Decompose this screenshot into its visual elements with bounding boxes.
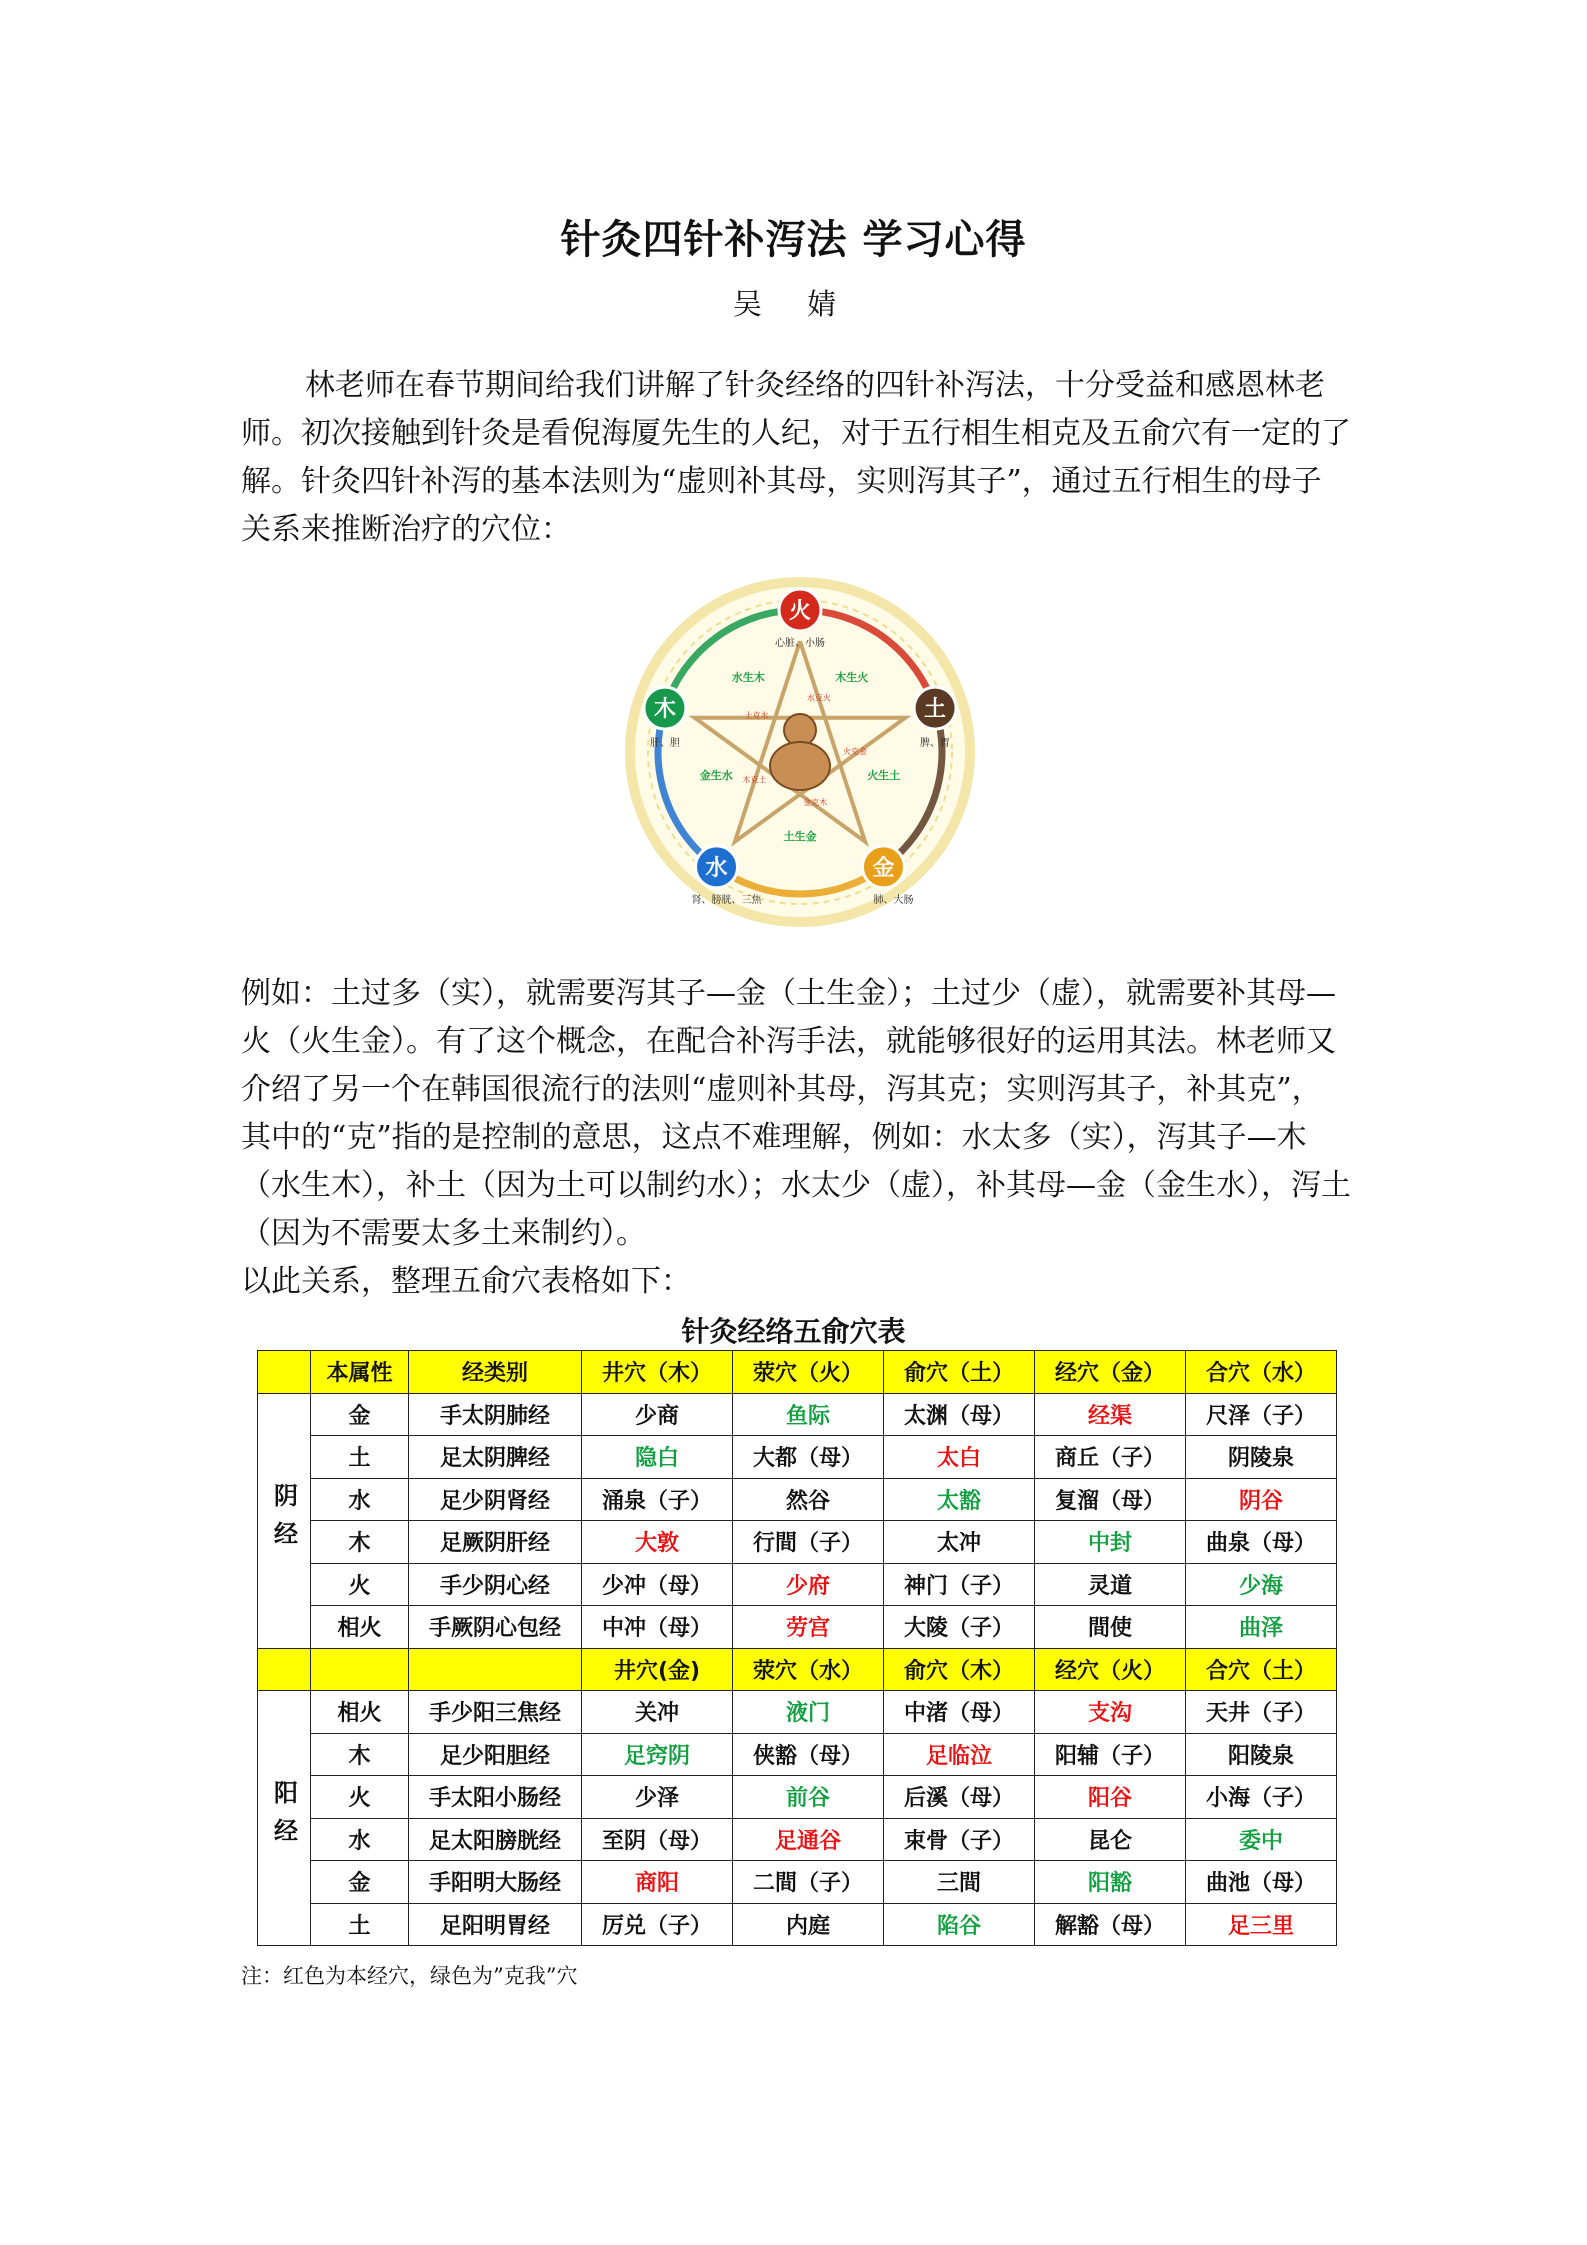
controlling-label: 土克水 [744, 711, 769, 721]
point-cell: 商阳 [582, 1861, 733, 1904]
intro-paragraph: 林老师在春节期间给我们讲解了针灸经络的四针补泻法，十分受益和感恩林老师。初次接触到针灸是看倪海厦先生的人纪，对于五行相生相克及五俞穴有一定的了解。针灸四针补泻的基本法则为“虚则补其母，实则泻其子”，通过五行相生的母子关系来推断治疗的穴位： [241, 368, 1351, 547]
point-cell: 中渚（母） [884, 1691, 1035, 1734]
point-cell: 前谷 [733, 1776, 884, 1819]
point-cell: 涌泉（子） [582, 1478, 733, 1521]
point-cell: 解豁（母） [1035, 1903, 1186, 1946]
header-cell: 俞穴（木） [884, 1648, 1035, 1691]
meditating-figure-body [770, 742, 830, 790]
point-cell: 少泽 [582, 1776, 733, 1819]
attribute-cell: 相火 [311, 1606, 409, 1649]
point-cell: 昆仑 [1035, 1818, 1186, 1861]
point-cell: 委中 [1186, 1818, 1337, 1861]
point-cell: 后溪（母） [884, 1776, 1035, 1819]
element-label: 火 [788, 599, 812, 624]
yin-header-row [258, 1351, 1337, 1394]
point-cell: 劳宫 [733, 1606, 884, 1649]
generating-label: 金生水 [699, 769, 733, 783]
meridian-cell: 手太阴肺经 [409, 1393, 582, 1436]
table-row [258, 1563, 1337, 1606]
point-cell: 太渊（母） [884, 1393, 1035, 1436]
meridian-cell: 足少阳胆经 [409, 1733, 582, 1776]
point-cell: 尺泽（子） [1186, 1393, 1337, 1436]
point-cell: 阳豁 [1035, 1861, 1186, 1904]
meridian-cell: 足阳明胃经 [409, 1903, 582, 1946]
point-cell: 行間（子） [733, 1521, 884, 1564]
point-cell: 曲泉（母） [1186, 1521, 1337, 1564]
point-cell: 二間（子） [733, 1861, 884, 1904]
controlling-label: 金克木 [803, 797, 828, 807]
meridian-cell: 足少阴肾经 [409, 1478, 582, 1521]
generating-label: 土生金 [783, 830, 817, 843]
five-elements-diagram [620, 552, 980, 972]
generating-label: 水生木 [731, 670, 765, 684]
point-cell: 阳辅（子） [1035, 1733, 1186, 1776]
point-cell: 太白 [884, 1436, 1035, 1479]
point-cell: 液门 [733, 1691, 884, 1734]
point-cell: 内庭 [733, 1903, 884, 1946]
attribute-cell: 土 [311, 1436, 409, 1479]
point-cell: 曲泽 [1186, 1606, 1337, 1649]
point-cell: 隐白 [582, 1436, 733, 1479]
header-cell: 井穴(金) [582, 1648, 733, 1691]
attribute-cell: 水 [311, 1818, 409, 1861]
point-cell: 商丘（子） [1035, 1436, 1186, 1479]
point-cell: 曲池（母） [1186, 1861, 1337, 1904]
meridian-cell: 手厥阴心包经 [409, 1606, 582, 1649]
header-cell [311, 1648, 409, 1691]
header-cell: 经穴（火） [1035, 1648, 1186, 1691]
organ-label: 心脏、小肠 [775, 638, 825, 649]
element-label: 水 [705, 855, 728, 881]
attribute-cell: 火 [311, 1776, 409, 1819]
table-row [258, 1606, 1337, 1649]
point-cell: 大敦 [582, 1521, 733, 1564]
header-cell [258, 1648, 311, 1691]
point-cell: 小海（子） [1186, 1776, 1337, 1819]
color-note: 注：红色为本经穴，绿色为”克我”穴 [241, 1964, 578, 1988]
organ-label: 肺、大肠 [873, 894, 914, 906]
point-cell: 经渠 [1035, 1393, 1186, 1436]
table-row [258, 1776, 1337, 1819]
point-cell: 关冲 [582, 1691, 733, 1734]
point-cell: 少府 [733, 1563, 884, 1606]
point-cell: 复溜（母） [1035, 1478, 1186, 1521]
point-cell: 少商 [582, 1393, 733, 1436]
point-cell: 厉兑（子） [582, 1903, 733, 1946]
table-row [258, 1436, 1337, 1479]
yang-group-label: 阳经 [258, 1691, 311, 1946]
point-cell: 三間 [884, 1861, 1035, 1904]
attribute-cell: 土 [311, 1903, 409, 1946]
attribute-cell: 金 [311, 1393, 409, 1436]
table-row [258, 1861, 1337, 1904]
yang-header-row [258, 1648, 1337, 1691]
table-row [258, 1691, 1337, 1734]
point-cell: 大都（母） [733, 1436, 884, 1479]
body-paragraph [241, 970, 1351, 1306]
point-cell: 阳谷 [1035, 1776, 1186, 1819]
author-name: 吴 婧 [732, 287, 855, 321]
table-row [258, 1393, 1337, 1436]
meridian-cell: 足太阳膀胱经 [409, 1818, 582, 1861]
yin-group-label: 阴经 [258, 1393, 311, 1648]
point-cell: 阴陵泉 [1186, 1436, 1337, 1479]
point-cell: 少海 [1186, 1563, 1337, 1606]
meridian-cell: 手太阳小肠经 [409, 1776, 582, 1819]
point-cell: 天井（子） [1186, 1691, 1337, 1734]
table-row [258, 1521, 1337, 1564]
attribute-cell: 木 [311, 1521, 409, 1564]
five-elements-svg [620, 552, 980, 972]
header-cell: 荥穴（火） [733, 1351, 884, 1394]
attribute-cell: 金 [311, 1861, 409, 1904]
point-cell: 太豁 [884, 1478, 1035, 1521]
table-row [258, 1733, 1337, 1776]
header-cell: 合穴（水） [1186, 1351, 1337, 1394]
element-label: 木 [653, 697, 676, 723]
point-cell: 陷谷 [884, 1903, 1035, 1946]
header-cell: 合穴（土） [1186, 1648, 1337, 1691]
point-cell: 太冲 [884, 1521, 1035, 1564]
example-paragraph: 例如：土过多（实），就需要泻其子—金（土生金）；土过少（虚），就需要补其母—火（火生金）。有了这个概念，在配合补泻手法，就能够很好的运用其法。林老师又介绍了另一个在韩国很流行的法则“虚则补其母，泻其克；实则泻其子，补其克”，其中的“克”指的是控制的意思，这点不难理解，例如：水太多（实），泻其子—木（水生木），补土（因为土可以制约水）；水太少（虚），补其母—金（金生水），泻土（因为不需要太多土来制约）。 [241, 976, 1351, 1251]
table-row [258, 1478, 1337, 1521]
point-cell: 足通谷 [733, 1818, 884, 1861]
controlling-label: 木克土 [742, 775, 767, 785]
point-cell: 間使 [1035, 1606, 1186, 1649]
point-cell: 中封 [1035, 1521, 1186, 1564]
point-cell: 足窍阴 [582, 1733, 733, 1776]
point-cell: 侠豁（母） [733, 1733, 884, 1776]
point-cell: 神门（子） [884, 1563, 1035, 1606]
controlling-label: 火克金 [842, 746, 867, 756]
meridian-cell: 手阳明大肠经 [409, 1861, 582, 1904]
table-intro-line: 以此关系，整理五俞穴表格如下： [241, 1264, 691, 1299]
table-row [258, 1818, 1337, 1861]
point-cell: 少冲（母） [582, 1563, 733, 1606]
header-cell: 本属性 [311, 1351, 409, 1394]
point-cell: 足临泣 [884, 1733, 1035, 1776]
attribute-cell: 水 [311, 1478, 409, 1521]
point-cell: 大陵（子） [884, 1606, 1035, 1649]
attribute-cell: 相火 [311, 1691, 409, 1734]
five-shu-points-table [257, 1350, 1337, 1946]
point-cell: 束骨（子） [884, 1818, 1035, 1861]
table-row [258, 1903, 1337, 1946]
point-cell: 足三里 [1186, 1903, 1337, 1946]
page-title: 针灸四针补泻法 学习心得 [560, 216, 1027, 263]
generating-label: 火生土 [867, 769, 901, 783]
controlling-label: 水克火 [806, 693, 831, 703]
organ-label: 脾、胃 [920, 738, 951, 750]
meridian-cell: 手少阴心经 [409, 1563, 582, 1606]
point-cell: 至阴（母） [582, 1818, 733, 1861]
header-cell: 经类别 [409, 1351, 582, 1394]
meridian-cell: 足太阴脾经 [409, 1436, 582, 1479]
header-cell: 荥穴（水） [733, 1648, 884, 1691]
header-cell: 经穴（金） [1035, 1351, 1186, 1394]
attribute-cell: 火 [311, 1563, 409, 1606]
point-cell: 中冲（母） [582, 1606, 733, 1649]
point-cell: 阳陵泉 [1186, 1733, 1337, 1776]
point-cell: 支沟 [1035, 1691, 1186, 1734]
header-cell: 俞穴（土） [884, 1351, 1035, 1394]
organ-label: 肝、胆 [649, 738, 680, 750]
meridian-cell: 足厥阴肝经 [409, 1521, 582, 1564]
organ-label: 肾、膀胱、三焦 [691, 894, 762, 906]
point-cell: 阴谷 [1186, 1478, 1337, 1521]
attribute-cell: 木 [311, 1733, 409, 1776]
generating-label: 木生火 [835, 670, 869, 684]
table-title: 针灸经络五俞穴表 [681, 1315, 906, 1348]
point-cell: 然谷 [733, 1478, 884, 1521]
header-cell: 井穴（木） [582, 1351, 733, 1394]
header-cell [409, 1648, 582, 1691]
meridian-cell: 手少阳三焦经 [409, 1691, 582, 1734]
point-cell: 鱼际 [733, 1393, 884, 1436]
element-label: 金 [872, 855, 895, 881]
point-cell: 灵道 [1035, 1563, 1186, 1606]
element-label: 土 [924, 697, 947, 723]
header-cell [258, 1351, 311, 1394]
